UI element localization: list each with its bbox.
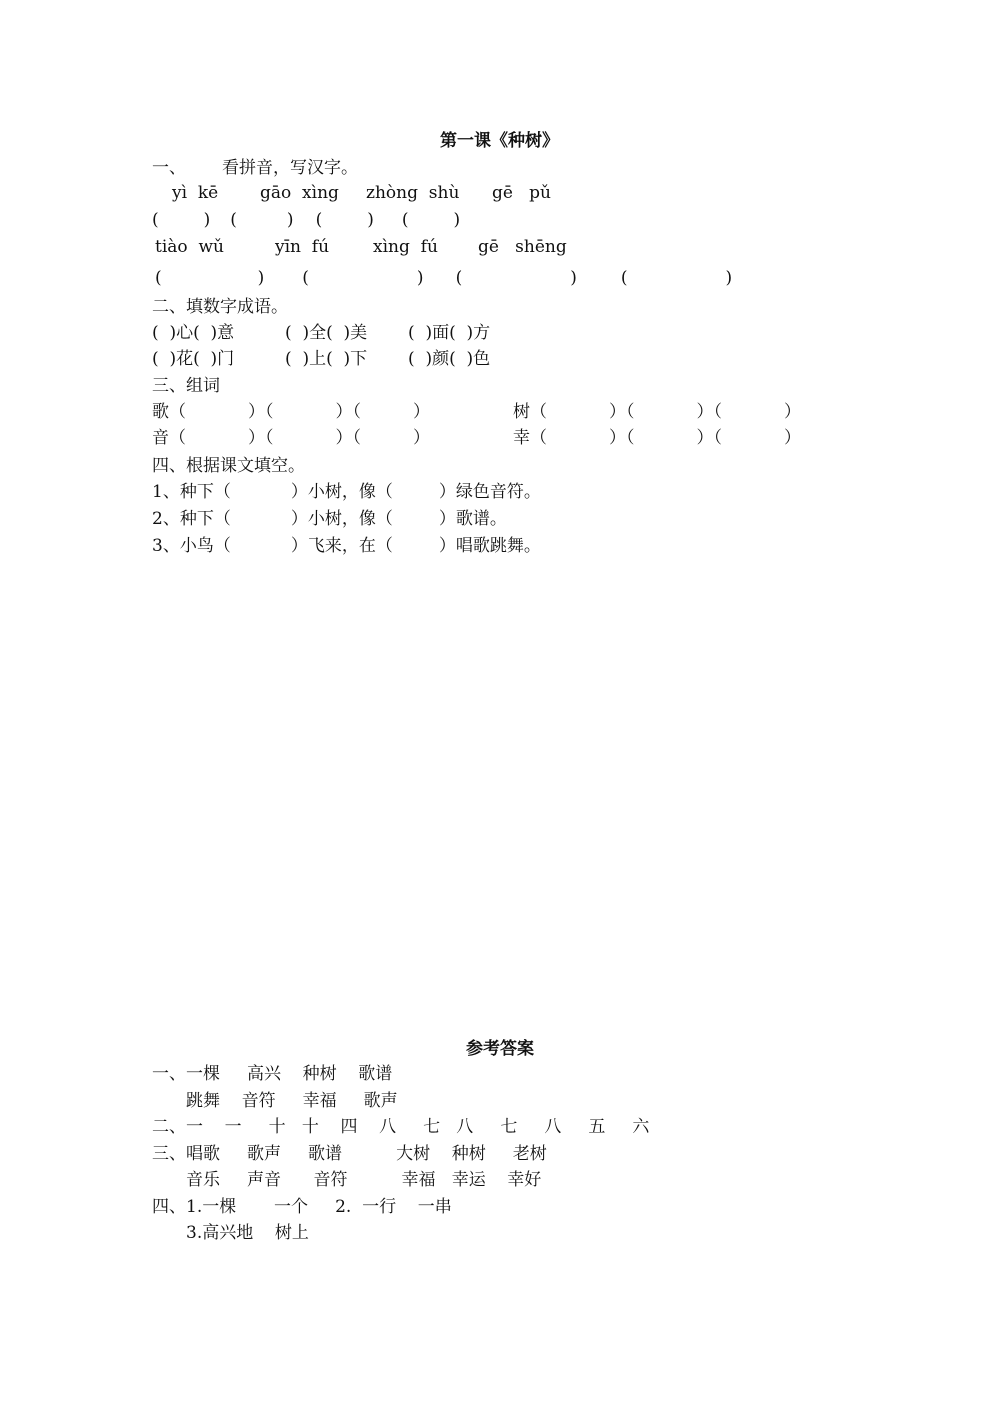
idiom-item[interactable]: ( )上( )下 xyxy=(285,349,368,369)
pinyin-item: zhòng shù xyxy=(366,183,460,203)
fill-blank-item[interactable]: 2、种下（ ）小树，像（ ）歌谱。 xyxy=(152,509,507,529)
word-group-char: 幸 xyxy=(513,428,530,448)
pinyin-item: xìng fú xyxy=(373,237,438,257)
pinyin-item: tiào wǔ xyxy=(155,237,224,257)
section1-heading-number: 一、 xyxy=(152,158,186,178)
answer-bracket-row-2[interactable]: ( ) ( ) ( ) ( ) xyxy=(155,268,733,288)
answer-line: 四、1.一棵 一个 2. 一行 一串 xyxy=(152,1197,452,1217)
pinyin-item: gāo xìng xyxy=(260,183,339,203)
word-group-char: 音 xyxy=(152,428,169,448)
fill-blank-item[interactable]: 1、种下（ ）小树，像（ ）绿色音符。 xyxy=(152,482,541,502)
idiom-item[interactable]: ( )全( )美 xyxy=(285,323,368,343)
idiom-item[interactable]: ( )花( )门 xyxy=(152,349,235,369)
page-title: 第一课《种树》 xyxy=(440,131,559,151)
pinyin-item: gē pǔ xyxy=(492,183,551,203)
idiom-item[interactable]: ( )面( )方 xyxy=(408,323,491,343)
answer-line: 跳舞 音符 幸福 歌声 xyxy=(186,1091,398,1111)
word-group-char: 歌 xyxy=(152,402,169,422)
section1-heading-text: 看拼音，写汉字。 xyxy=(222,158,358,178)
idiom-item[interactable]: ( )心( )意 xyxy=(152,323,235,343)
word-group-row[interactable]: 歌（ ）（ ）（ ） xyxy=(152,402,430,422)
fill-blank-item[interactable]: 3、小鸟（ ）飞来，在（ ）唱歌跳舞。 xyxy=(152,536,541,556)
answer-line: 一、一棵 高兴 种树 歌谱 xyxy=(152,1064,393,1084)
word-group-row[interactable]: 树（ ）（ ）（ ） xyxy=(513,402,801,422)
pinyin-item: gē shēng xyxy=(478,237,567,257)
idiom-item[interactable]: ( )颜( )色 xyxy=(408,349,491,369)
section3-heading: 三、组词 xyxy=(152,376,220,396)
section4-heading: 四、根据课文填空。 xyxy=(152,456,305,476)
pinyin-item: yì kē xyxy=(172,183,219,203)
pinyin-item: yīn fú xyxy=(275,237,330,257)
word-group-row[interactable]: 幸（ ）（ ）（ ） xyxy=(513,428,801,448)
answer-line: 音乐 声音 音符 幸福 幸运 幸好 xyxy=(186,1170,542,1190)
answer-line: 3.高兴地 树上 xyxy=(186,1223,309,1243)
answer-line: 三、唱歌 歌声 歌谱 大树 种树 老树 xyxy=(152,1144,547,1164)
word-group-row[interactable]: 音（ ）（ ）（ ） xyxy=(152,428,430,448)
answer-bracket-row-1[interactable]: ( ) ( ) ( ) ( ) xyxy=(152,210,461,230)
section2-heading: 二、填数字成语。 xyxy=(152,297,288,317)
answer-line: 二、一 一 十 十 四 八 七 八 七 八 五 六 xyxy=(152,1117,650,1137)
word-group-char: 树 xyxy=(513,402,530,422)
answers-title: 参考答案 xyxy=(466,1039,534,1059)
